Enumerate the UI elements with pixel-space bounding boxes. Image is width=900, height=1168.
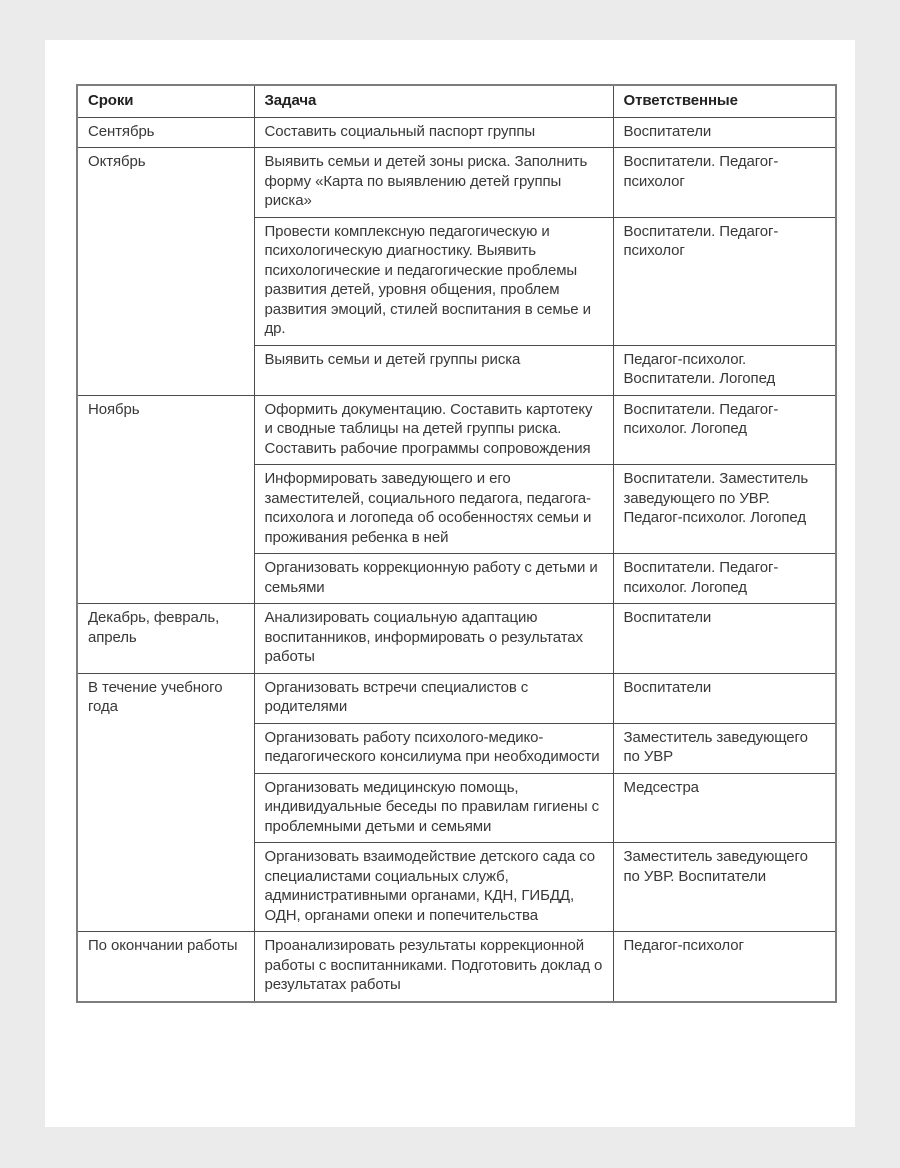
task-cell: Организовать коррекционную работу с детьми и семьями bbox=[254, 554, 613, 604]
table-row bbox=[77, 673, 836, 723]
responsible-cell: Воспитатели. Педагог-психолог. Логопед bbox=[613, 395, 836, 465]
document-sheet bbox=[45, 40, 855, 1127]
responsible-cell: Воспитатели. Педагог-психолог. Логопед bbox=[613, 554, 836, 604]
responsible-cell: Воспитатели bbox=[613, 604, 836, 674]
responsible-cell: Заместитель заведующего по УВР bbox=[613, 723, 836, 773]
table-header-row bbox=[77, 85, 836, 117]
task-cell: Выявить семьи и детей зоны риска. Заполнить форму «Карта по выявлению детей группы риска» bbox=[254, 148, 613, 218]
responsible-cell: Педагог-психолог bbox=[613, 932, 836, 1002]
schedule-table bbox=[76, 84, 837, 1003]
table-row bbox=[77, 932, 836, 1002]
table-row bbox=[77, 148, 836, 218]
responsible-cell: Медсестра bbox=[613, 773, 836, 843]
task-cell: Организовать встречи специалистов с родителями bbox=[254, 673, 613, 723]
task-cell: Составить социальный паспорт группы bbox=[254, 117, 613, 148]
column-header-responsible: Ответственные bbox=[613, 85, 836, 117]
task-cell: Провести комплексную педагогическую и психологическую диагностику. Выявить психологические и педагогические проблемы развития детей, уровня общения, проблем развития эмоций, стилей воспитания в семье и др. bbox=[254, 217, 613, 345]
period-cell: Октябрь bbox=[77, 148, 254, 396]
table-row bbox=[77, 117, 836, 148]
period-cell: По окончании работы bbox=[77, 932, 254, 1002]
period-cell: Ноябрь bbox=[77, 395, 254, 604]
task-cell: Организовать медицинскую помощь, индивидуальные беседы по правилам гигиены с проблемными детьми и семьями bbox=[254, 773, 613, 843]
task-cell: Анализировать социальную адаптацию воспитанников, информировать о результатах работы bbox=[254, 604, 613, 674]
responsible-cell: Воспитатели bbox=[613, 117, 836, 148]
column-header-task: Задача bbox=[254, 85, 613, 117]
task-cell: Организовать взаимодействие детского сада со специалистами социальных служб, административными органами, КДН, ГИБДД, ОДН, органами опеки и попечительства bbox=[254, 843, 613, 932]
responsible-cell: Воспитатели. Педагог-психолог bbox=[613, 148, 836, 218]
task-cell: Информировать заведующего и его заместителей, социального педагога, педагога-психолога и логопеда об особенностях семьи и проживания ребенка в ней bbox=[254, 465, 613, 554]
column-header-period: Сроки bbox=[77, 85, 254, 117]
period-cell: Декабрь, февраль, апрель bbox=[77, 604, 254, 674]
task-cell: Проанализировать результаты коррекционной работы с воспитанниками. Подготовить доклад о результатах работы bbox=[254, 932, 613, 1002]
task-cell: Организовать работу психолого-медико-педагогического консилиума при необходимости bbox=[254, 723, 613, 773]
task-cell: Выявить семьи и детей группы риска bbox=[254, 345, 613, 395]
responsible-cell: Воспитатели. Педагог-психолог bbox=[613, 217, 836, 345]
responsible-cell: Воспитатели. Заместитель заведующего по УВР. Педагог-психолог. Логопед bbox=[613, 465, 836, 554]
period-cell: В течение учебного года bbox=[77, 673, 254, 932]
responsible-cell: Педагог-психолог. Воспитатели. Логопед bbox=[613, 345, 836, 395]
table-row bbox=[77, 604, 836, 674]
table-row bbox=[77, 395, 836, 465]
responsible-cell: Заместитель заведующего по УВР. Воспитатели bbox=[613, 843, 836, 932]
responsible-cell: Воспитатели bbox=[613, 673, 836, 723]
period-cell: Сентябрь bbox=[77, 117, 254, 148]
task-cell: Оформить документацию. Составить картотеку и сводные таблицы на детей группы риска. Составить рабочие программы сопровождения bbox=[254, 395, 613, 465]
